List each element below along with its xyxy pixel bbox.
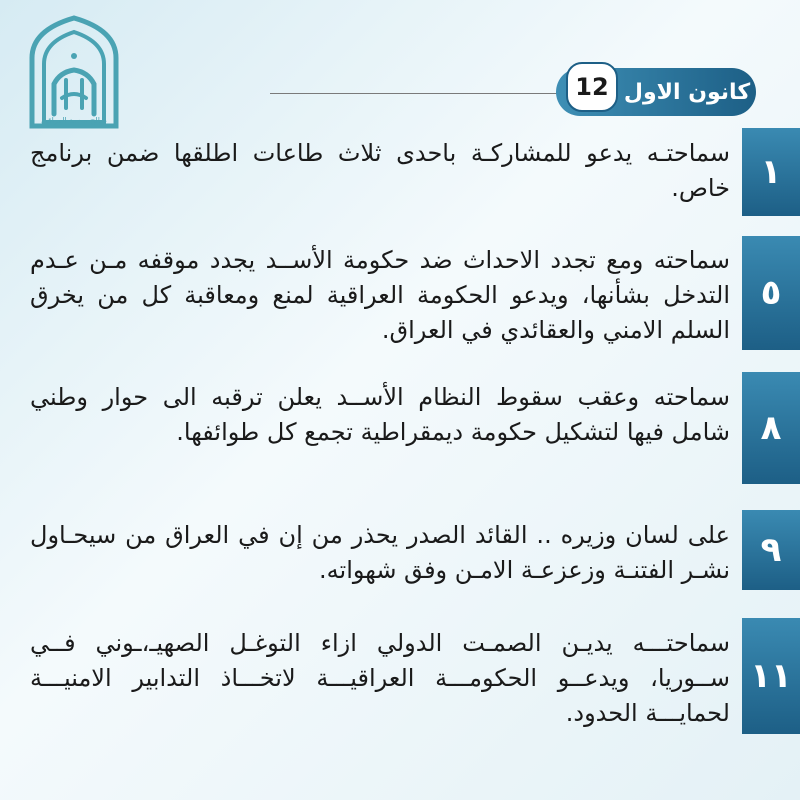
news-item-9: على لسان وزيره .. القائد الصدر يحذر من إن في العراق من سيحـاول نشـر الفتنـة وزعزعـة الامـن وفق شهواته. xyxy=(30,521,730,584)
item-number-11: ١١ xyxy=(742,618,800,734)
news-item-5: سماحته ومع تجدد الاحداث ضد حكومة الأســد يجدد موقفه مـن عـدم التدخل بشأنها، ويدعو الحكومة العراقية لمنع ومعاقبة كل من يخرق السلم الامني والعقائدي في العراق. xyxy=(30,246,730,344)
item-number-8: ٨ xyxy=(742,372,800,484)
header-divider xyxy=(270,93,570,94)
news-item-8: سماحته وعقب سقوط النظام الأســد يعلن ترقبه الى حوار وطني شامل فيها لتشكيل حكومة ديمقراطية تجمع كل طوائفها. xyxy=(30,383,730,446)
item-number-5: ٥ xyxy=(742,236,800,350)
mosque-arch-logo-icon xyxy=(26,14,122,132)
date-month-label: كانون الاول xyxy=(623,80,751,105)
item-number-9: ٩ xyxy=(742,510,800,590)
news-item-1: سماحتـه يدعو للمشاركـة باحدى ثلاث طاعات اطلقها ضمن برنامج خاص. xyxy=(30,139,730,202)
logo-caption: صالح محمد العراقي xyxy=(41,116,107,125)
day-number-badge: 12 xyxy=(566,62,618,112)
item-number-1: ١ xyxy=(742,128,800,216)
news-item-11: سماحتـــه يديـن الصمـت الدولي ازاء التوغـل الصهيـ،ـوني فــي ســوريا، ويدعــو الحكومـــة العراقيـــة لاتخـــاذ التدابير الامنيـــة لحمايـــة الحدود. xyxy=(30,629,730,727)
